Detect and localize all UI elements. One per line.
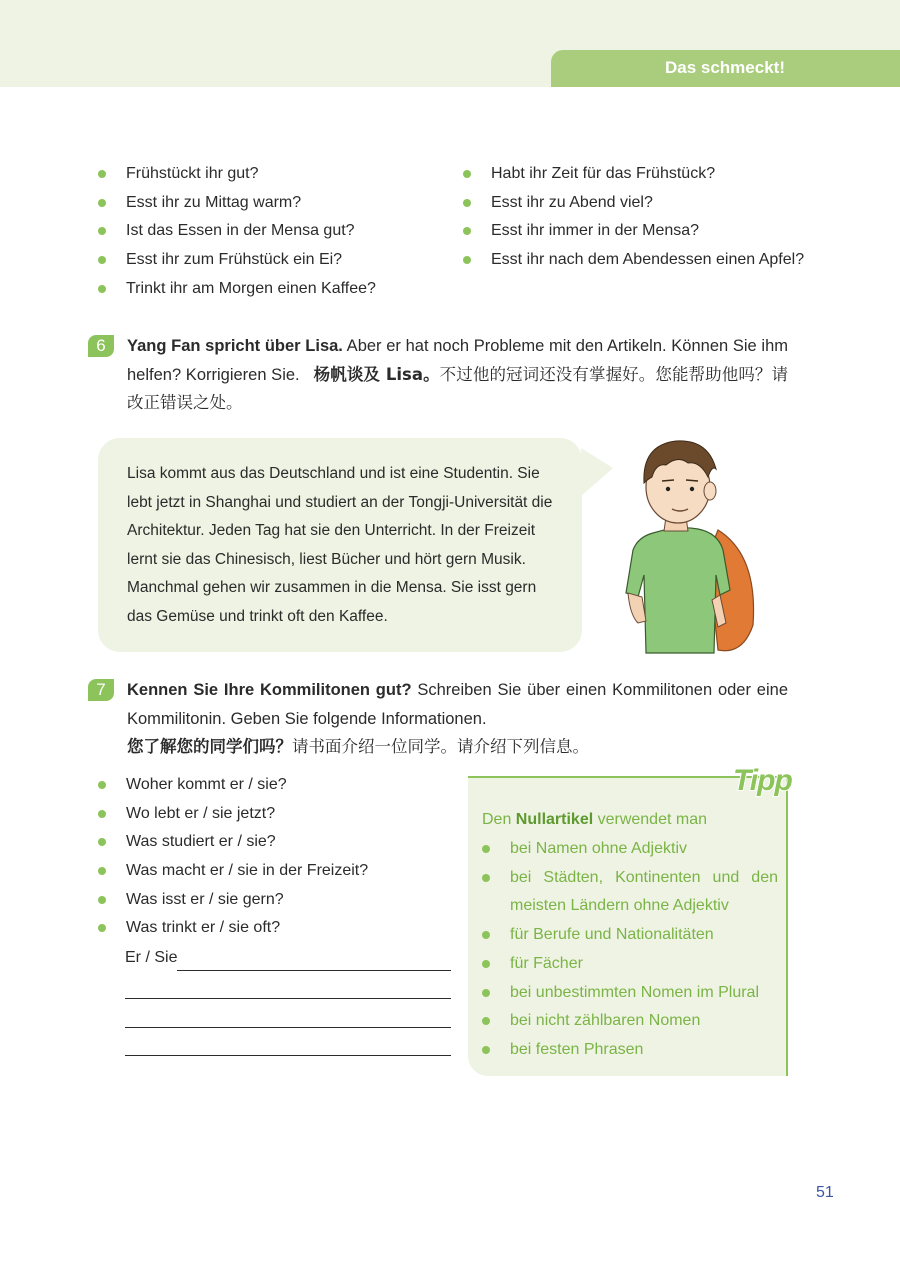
- bullet-icon: [98, 227, 106, 235]
- bullet-icon: [98, 285, 106, 293]
- page-number: 51: [816, 1184, 834, 1201]
- bullet-icon: [98, 256, 106, 264]
- bullet-icon: [482, 1017, 490, 1025]
- answer-line[interactable]: [125, 1001, 451, 1030]
- task-title: Yang Fan spricht über Lisa.: [127, 337, 343, 355]
- list-item: Woher kommt er / sie?: [98, 771, 368, 800]
- task-instructions: Yang Fan spricht über Lisa. Aber er hat noch Probleme mit den Artikeln. Können Sie ihm helfen? Korrigieren Sie. 杨帆谈及 Lisa。不过他的冠词还没有掌握好。您能帮助他吗？请改正错误之处。: [127, 337, 788, 412]
- list-item: Esst ihr zu Abend viel?: [463, 189, 804, 218]
- bullet-icon: [98, 924, 106, 932]
- bullet-icon: [98, 838, 106, 846]
- list-item: Esst ihr zu Mittag warm?: [98, 189, 376, 218]
- list-item: bei Namen ohne Adjektiv: [482, 835, 778, 864]
- list-item: Wo lebt er / sie jetzt?: [98, 800, 368, 829]
- list-item: Trinkt ihr am Morgen einen Kaffee?: [98, 275, 376, 304]
- bullet-icon: [482, 989, 490, 997]
- bullet-icon: [463, 227, 471, 235]
- tipp-intro: Den Nullartikel verwendet man: [482, 811, 707, 828]
- tipp-list: [482, 835, 778, 1065]
- list-item: für Berufe und Nationalitäten: [482, 921, 778, 950]
- list-item: Esst ihr immer in der Mensa?: [463, 217, 804, 246]
- task-6: [88, 332, 788, 418]
- speech-bubble: [98, 438, 582, 652]
- list-item: bei nicht zählbaren Nomen: [482, 1007, 778, 1036]
- task-title-zh: 您了解您的同学们吗？: [127, 737, 292, 756]
- answer-prefix: Er / Sie: [125, 949, 178, 966]
- list-item: Habt ihr Zeit für das Frühstück?: [463, 160, 804, 189]
- list-item: bei festen Phrasen: [482, 1036, 778, 1065]
- bullet-icon: [98, 810, 106, 818]
- task-instructions: Kennen Sie Ihre Kommilitonen gut? Schreiben Sie über einen Kommilitonen oder eine Kommilitonin. Geben Sie folgende Informationen. 您了解您的同学们吗？请书面介绍一位同学。请介绍下列信息。: [127, 681, 788, 756]
- student-illustration: [608, 425, 778, 655]
- bullet-icon: [98, 199, 106, 207]
- list-item: Was macht er / sie in der Freizeit?: [98, 857, 368, 886]
- task-title-zh: 杨帆谈及 Lisa。: [313, 364, 440, 384]
- bullet-icon: [463, 170, 471, 178]
- bullet-icon: [98, 867, 106, 875]
- speech-bubble-text: Lisa kommt aus das Deutschland und ist eine Studentin. Sie lebt jetzt in Shanghai und studiert an der Tongji-Universität die Architektur. Jeden Tag hat sie den Unterricht. In der Freizeit lernt sie das Chinesisch, liest Bücher und hört gern Musik. Manchmal gehen wir zusammen in die Mensa. Sie isst gern das Gemüse und trinkt oft den Kaffee.: [127, 465, 553, 625]
- bullet-icon: [98, 170, 106, 178]
- bullet-icon: [482, 874, 490, 882]
- list-item: Was isst er / sie gern?: [98, 886, 368, 915]
- bullet-icon: [482, 931, 490, 939]
- tipp-label: Tipp: [733, 764, 792, 797]
- task-7: [88, 676, 788, 762]
- question-list-left: [98, 160, 376, 303]
- list-item: für Fächer: [482, 950, 778, 979]
- question-list-right: [463, 160, 804, 275]
- answer-line[interactable]: [125, 1030, 451, 1059]
- list-item: Ist das Essen in der Mensa gut?: [98, 217, 376, 246]
- list-item: bei Städten, Kontinenten und den meisten Ländern ohne Adjektiv: [482, 864, 778, 921]
- task7-question-list: [98, 771, 368, 943]
- bullet-icon: [482, 960, 490, 968]
- list-item: bei unbestimmten Nomen im Plural: [482, 979, 778, 1008]
- bullet-icon: [482, 1046, 490, 1054]
- chapter-title: Das schmeckt!: [664, 58, 785, 77]
- list-item: Esst ihr zum Frühstück ein Ei?: [98, 246, 376, 275]
- bullet-icon: [98, 896, 106, 904]
- bullet-icon: [463, 256, 471, 264]
- bullet-icon: [463, 199, 471, 207]
- answer-line[interactable]: [125, 973, 451, 1002]
- bullet-icon: [98, 781, 106, 789]
- list-item: Was studiert er / sie?: [98, 828, 368, 857]
- list-item: Esst ihr nach dem Abendessen einen Apfel?: [463, 246, 804, 275]
- bullet-icon: [482, 845, 490, 853]
- task-title: Kennen Sie Ihre Kommilitonen gut?: [127, 681, 412, 699]
- answer-line[interactable]: [125, 944, 451, 973]
- task-number: 7: [88, 679, 114, 701]
- answer-area[interactable]: [125, 944, 451, 1058]
- list-item: Was trinkt er / sie oft?: [98, 914, 368, 943]
- task-number: 6: [88, 335, 114, 357]
- list-item: Frühstückt ihr gut?: [98, 160, 376, 189]
